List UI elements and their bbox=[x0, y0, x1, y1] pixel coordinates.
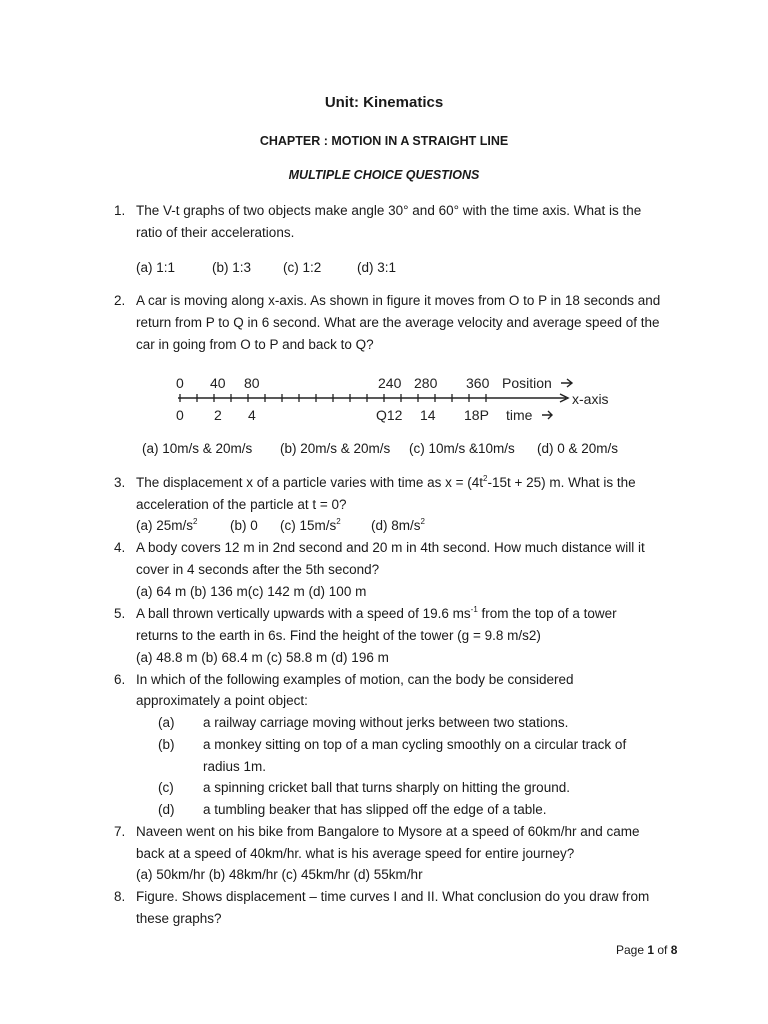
question-number: 1. bbox=[114, 203, 126, 218]
position-time-figure bbox=[170, 372, 630, 428]
question-options: (a) 64 m (b) 136 m(c) 142 m (d) 100 m bbox=[136, 584, 367, 599]
option-a: (a) 10m/s & 20m/s bbox=[142, 441, 253, 456]
question-text: A ball thrown vertically upwards with a speed of 19.6 $ms^{-1}$ from the top of a tower bbox=[136, 604, 617, 621]
question-number: 5. bbox=[114, 606, 126, 621]
sub-item-text: a spinning cricket ball that turns sharply on hitting the ground. bbox=[203, 780, 570, 795]
option-d: (d) 0 & 20m/s bbox=[537, 441, 619, 456]
time-label-18p: 18P bbox=[464, 407, 489, 423]
question-text: The V-t graphs of two objects make angle 30° and 60° with the time axis. What is the bbox=[136, 203, 642, 218]
question-number: 3. bbox=[114, 475, 126, 490]
option-c: (c) 1:2 bbox=[283, 260, 322, 275]
question-text: The displacement x of a particle varies with time as $x = (4t^2-15t + 25)$ m. What is the bbox=[136, 473, 636, 490]
sub-item-text: radius 1m. bbox=[203, 759, 267, 774]
question-text: Naveen went on his bike from Bangalore to Mysore at a speed of 60km/hr and came bbox=[136, 824, 640, 839]
time-label-q12: Q12 bbox=[376, 407, 403, 423]
time-label-2: 2 bbox=[214, 407, 222, 423]
position-label-280: 280 bbox=[414, 375, 438, 391]
x-axis-label: x-axis bbox=[572, 391, 609, 407]
position-label-40: 40 bbox=[210, 375, 226, 391]
time-label-4: 4 bbox=[248, 407, 256, 423]
chapter-title: CHAPTER : MOTION IN A STRAIGHT LINE bbox=[259, 134, 509, 148]
sub-item-label: (d) bbox=[158, 802, 175, 817]
question-text: In which of the following examples of motion, can the body be considered bbox=[136, 672, 574, 687]
option-b: (b) 0 bbox=[230, 518, 258, 533]
question-text: acceleration of the particle at t = 0? bbox=[136, 497, 347, 512]
question-number: 7. bbox=[114, 824, 126, 839]
position-label-240: 240 bbox=[378, 375, 402, 391]
question-number: 6. bbox=[114, 672, 126, 687]
time-label-14: 14 bbox=[420, 407, 436, 423]
question-number: 8. bbox=[114, 889, 126, 904]
arrow-right-icon bbox=[542, 411, 552, 419]
position-axis-label: Position bbox=[502, 375, 552, 391]
section-title: MULTIPLE CHOICE QUESTIONS bbox=[288, 168, 480, 182]
question-text: approximately a point object: bbox=[136, 693, 308, 708]
question-text: ratio of their accelerations. bbox=[136, 225, 295, 240]
option-a: (a) $25m/s^2$ bbox=[136, 516, 198, 533]
sub-item-label: (a) bbox=[158, 715, 175, 730]
unit-title: Unit: Kinematics bbox=[324, 94, 444, 111]
sub-item-label: (c) bbox=[158, 780, 174, 795]
arrow-right-icon bbox=[561, 379, 572, 387]
option-a: (a) 1:1 bbox=[136, 260, 176, 275]
option-b: (b) 1:3 bbox=[212, 260, 252, 275]
sub-item-label: (b) bbox=[158, 737, 175, 752]
question-text: return from P to Q in 6 second. What are the average velocity and average speed of the bbox=[136, 315, 660, 330]
question-text: A car is moving along x-axis. As shown in figure it moves from O to P in 18 seconds and bbox=[136, 293, 661, 308]
question-text: Figure. Shows displacement – time curves I and II. What conclusion do you draw from bbox=[136, 889, 650, 904]
question-options: (a) 48.8 m (b) 68.4 m (c) 58.8 m (d) 196 m bbox=[136, 650, 389, 665]
option-c: (c) $15m/s^2$ bbox=[280, 516, 341, 533]
question-text: A body covers 12 m in 2nd second and 20 m in 4th second. How much distance will it bbox=[136, 540, 645, 555]
time-axis-label: time bbox=[506, 407, 533, 423]
question-text: back at a speed of 40km/hr. what is his average speed for entire journey? bbox=[136, 846, 575, 861]
sub-item-text: a railway carriage moving without jerks between two stations. bbox=[203, 715, 569, 730]
page-number: Page 1 of 8 bbox=[616, 943, 678, 957]
option-d: (d) $8m/s^2$ bbox=[371, 516, 425, 533]
question-number: 4. bbox=[114, 540, 126, 555]
question-text: returns to the earth in 6s. Find the height of the tower (g = 9.8 m/s2) bbox=[136, 628, 541, 643]
position-label-80: 80 bbox=[244, 375, 260, 391]
question-text: these graphs? bbox=[136, 911, 222, 926]
time-label-0: 0 bbox=[176, 407, 184, 423]
sub-item-text: a tumbling beaker that has slipped off the edge of a table. bbox=[203, 802, 547, 817]
position-label-0: 0 bbox=[176, 375, 184, 391]
sub-item-text: a monkey sitting on top of a man cycling smoothly on a circular track of bbox=[203, 737, 627, 752]
option-d: (d) 3:1 bbox=[357, 260, 397, 275]
question-options: (a) 50km/hr (b) 48km/hr (c) 45km/hr (d) 55km/hr bbox=[136, 867, 423, 882]
position-label-360: 360 bbox=[466, 375, 490, 391]
option-c: (c) 10m/s &10m/s bbox=[409, 441, 515, 456]
question-text: car in going from O to P and back to Q? bbox=[136, 337, 374, 352]
question-text: cover in 4 seconds after the 5th second? bbox=[136, 562, 380, 577]
question-number: 2. bbox=[114, 293, 126, 308]
option-b: (b) 20m/s & 20m/s bbox=[280, 441, 391, 456]
